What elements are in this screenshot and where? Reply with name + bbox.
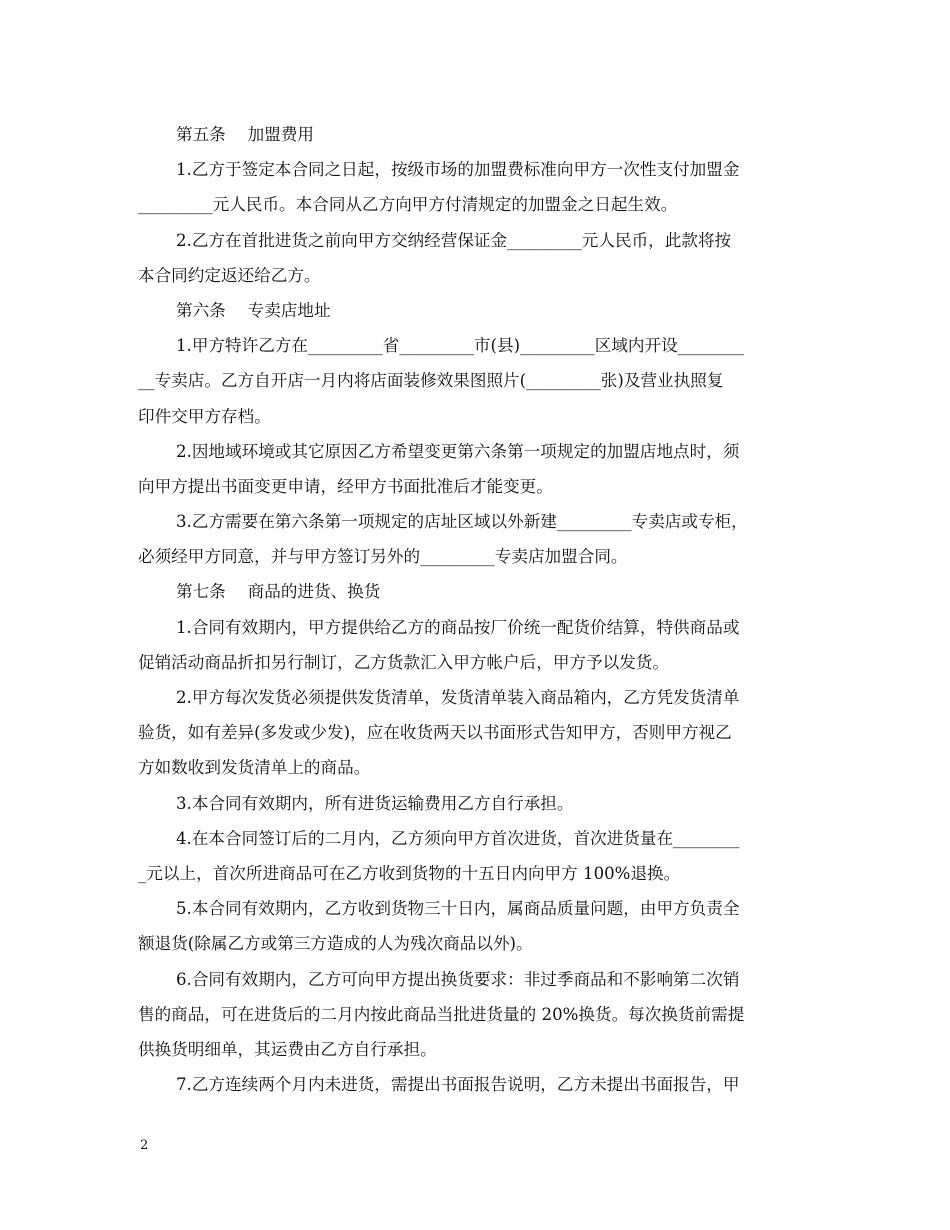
text-line: 第六条 专卖店地址 [176,300,331,320]
text-line: 5.本合同有效期内，乙方收到货物三十日内，属商品质量问题，由甲方负责全 [176,899,740,919]
contract-body [138,117,814,1102]
text-line: 第七条 商品的进货、换货 [176,582,381,602]
text-line: 供换货明细单，其运费由乙方自行承担。 [138,1039,437,1059]
text-line: __专卖店。乙方自开店一月内将店面装修效果图照片(_________张)及营业执照复 [138,371,724,391]
text-line: 方如数收到发货清单上的商品。 [138,758,371,778]
text-line: 向甲方提出书面变更申请，经甲方书面批准后才能变更。 [138,476,553,496]
text-line: 验货，如有差异(多发或少发)，应在收货两天以书面形式告知甲方，否则甲方视乙 [138,723,732,743]
text-line: 额退货(除属乙方或第三方造成的人为残次商品以外)。 [138,934,533,954]
text-line: 1.甲方特许乙方在_________省_________市(县)_________区域内开设________ [176,336,745,356]
text-line: 促销活动商品折扣另行制订，乙方货款汇入甲方帐户后，甲方予以发货。 [138,652,669,672]
text-line: 本合同约定返还给乙方。 [138,265,321,285]
text-line: 1.合同有效期内，甲方提供给乙方的商品按厂价统一配货价结算，特供商品或 [176,617,740,637]
text-line: 2.因地域环境或其它原因乙方希望变更第六条第一项规定的加盟店地点时，须 [176,441,740,461]
text-line: _________元人民币。本合同从乙方向甲方付清规定的加盟金之日起生效。 [138,195,678,215]
text-line: 第五条 加盟费用 [176,125,315,144]
text-line: 6.合同有效期内，乙方可向甲方提出换货要求：非过季商品和不影响第二次销 [176,969,740,989]
text-line: 3.乙方需要在第六条第一项规定的店址区域以外新建_________专卖店或专柜， [176,512,748,532]
text-line: 1.乙方于签定本合同之日起，按级市场的加盟费标准向甲方一次性支付加盟金 [176,160,740,180]
page-number: 2 [140,1138,149,1153]
text-line: 4.在本合同签订后的二月内，乙方须向甲方首次进货，首次进货量在________ [176,828,740,848]
text-line: 2.甲方每次发货必须提供发货清单，发货清单装入商品箱内，乙方凭发货清单 [176,688,740,707]
text-line: 必须经甲方同意，并与甲方签订另外的_________专卖店加盟合同。 [138,547,628,567]
text-line: 印件交甲方存档。 [138,406,271,426]
text-line: _元以上，首次所进商品可在乙方收到货物的十五日内向甲方 100%退换。 [138,863,681,883]
text-line: 3.本合同有效期内，所有进货运输费用乙方自行承担。 [176,793,574,813]
text-line: 2.乙方在首批进货之前向甲方交纳经营保证金_________元人民币，此款将按 [176,230,732,250]
text-line: 售的商品，可在进货后的二月内按此商品当批进货量的 20%换货。每次换货前需提 [138,1004,745,1024]
text-line: 7.乙方连续两个月内未进货，需提出书面报告说明，乙方未提出书面报告，甲 [176,1075,740,1095]
